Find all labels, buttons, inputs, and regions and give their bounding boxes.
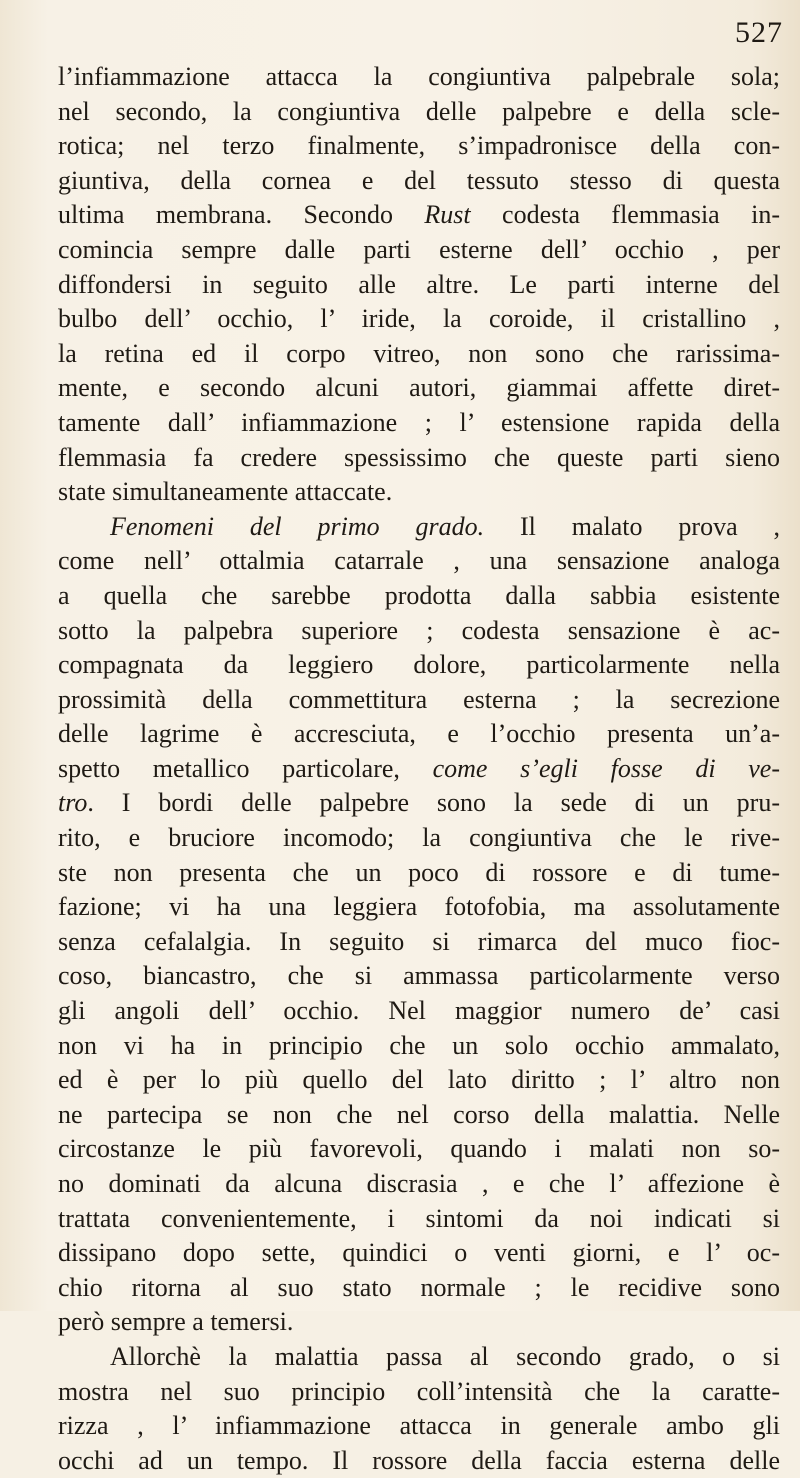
text-span: no dominati da alcuna discrasia , e che l’ affezione è — [58, 1169, 780, 1198]
text-span: però sempre a temersi. — [58, 1307, 294, 1337]
text-line — [58, 129, 780, 164]
text-line — [58, 890, 780, 925]
text-span: a quella che sarebbe prodotta dalla sabbia esistente — [58, 580, 780, 610]
text-span: rizza , l’ infiammazione attacca in generale ambo gli — [58, 1411, 780, 1441]
text-line — [58, 1063, 780, 1098]
text-line — [58, 1340, 780, 1375]
text-line — [58, 164, 780, 199]
text-span: come nell’ ottalmia catarrale , una sensazione analoga — [58, 546, 780, 576]
text-span: non vi ha in principio che un solo occhio ammalato, — [58, 1030, 780, 1060]
text-span: dissipano dopo sette, quindici o venti giorni, e l’ oc- — [58, 1238, 780, 1268]
text-span: compagnata da leggiero dolore, particolarmente nella — [58, 650, 780, 680]
text-span: flemmasia fa credere spessissimo che queste parti sieno — [58, 442, 780, 472]
text-line — [58, 268, 780, 303]
text-line — [58, 994, 780, 1029]
text-span: codesta flemmasia in- — [470, 200, 781, 230]
text-span: senza cefalalgia. In seguito si rimarca del muco fioc- — [58, 926, 780, 956]
text-line — [58, 1202, 780, 1237]
text-span: rotica; nel terzo finalmente, s’impadronisce della con- — [58, 131, 780, 161]
text-line — [58, 752, 780, 787]
text-span: state simultaneamente attaccate. — [58, 477, 393, 507]
text-line — [58, 959, 780, 994]
page-number: 527 — [735, 16, 783, 49]
text-span: tamente dall’ infiammazione ; l’ estensione rapida della — [58, 407, 780, 437]
text-span: ed è per lo più quello del lato diritto ; l’ altro non — [58, 1065, 780, 1095]
text-span: fazione; vi ha una leggiera fotofobia, ma assolutamente — [58, 892, 780, 922]
text-line — [58, 337, 780, 372]
text-span: occhi ad un tempo. Il rossore della faccia esterna delle — [58, 1445, 780, 1475]
text-line — [58, 1167, 780, 1202]
text-line — [58, 579, 780, 614]
text-line — [58, 60, 780, 95]
text-line — [58, 544, 780, 579]
text-span: sotto la palpebra superiore ; codesta sensazione è ac- — [58, 615, 780, 645]
text-span: delle lagrime è accresciuta, e l’occhio presenta un’a- — [58, 719, 780, 749]
italic-span: Fenomeni del primo grado. — [110, 511, 485, 541]
text-line — [58, 198, 780, 233]
text-span: bulbo dell’ occhio, l’ iride, la coroide, il cristallino , — [58, 304, 780, 334]
text-line — [58, 1029, 780, 1064]
text-line — [58, 233, 780, 268]
text-span: la retina ed il corpo vitreo, non sono che rarissima- — [58, 338, 780, 368]
text-span: trattata convenientemente, i sintomi da noi indicati si — [58, 1203, 780, 1233]
text-span: spetto metallico particolare, — [58, 753, 433, 783]
text-span: coso, biancastro, che si ammassa particolarmente verso — [58, 961, 780, 991]
text-span: Il malato prova , — [484, 511, 780, 541]
text-span: ne partecipa se non che nel corso della malattia. Nelle — [58, 1099, 780, 1129]
text-line — [58, 614, 780, 649]
italic-span: come s’egli fosse di ve- — [432, 753, 780, 783]
text-line — [58, 925, 780, 960]
text-line — [58, 95, 780, 130]
text-span: gli angoli dell’ occhio. Nel maggior numero de’ casi — [58, 996, 780, 1026]
text-span: comincia sempre dalle parti esterne dell’ occhio , per — [58, 234, 780, 264]
text-line — [58, 406, 780, 441]
text-line — [58, 1375, 780, 1410]
text-line — [58, 441, 780, 476]
text-line — [58, 302, 780, 337]
italic-span: tro — [58, 788, 88, 818]
text-line — [58, 371, 780, 406]
text-line — [58, 475, 780, 510]
text-span: circostanze le più favorevoli, quando i malati non so- — [58, 1134, 780, 1164]
text-span: diffondersi in seguito alle altre. Le parti interne del — [58, 269, 780, 299]
italic-span: Rust — [424, 200, 471, 230]
text-line — [58, 786, 780, 821]
text-line — [58, 1271, 780, 1306]
text-line — [58, 1132, 780, 1167]
text-span: prossimità della commettitura esterna ; la secrezione — [58, 684, 780, 714]
text-line — [58, 510, 780, 545]
text-span: ultima membrana. Secondo — [58, 200, 425, 230]
text-line — [58, 1236, 780, 1271]
text-span: giuntiva, della cornea e del tessuto stesso di questa — [58, 165, 780, 195]
text-span: ste non presenta che un poco di rossore e di tume- — [58, 857, 780, 887]
text-span: rito, e bruciore incomodo; la congiuntiva che le rive- — [58, 823, 780, 853]
text-span: Allorchè la malattia passa al secondo grado, o si — [110, 1341, 780, 1371]
text-line — [58, 821, 780, 856]
text-line — [58, 1409, 780, 1444]
text-line — [58, 856, 780, 891]
text-span: mostra nel suo principio coll’intensità che la caratte- — [58, 1376, 780, 1406]
body-text — [58, 60, 780, 1478]
text-line — [58, 648, 780, 683]
text-span: . I bordi delle palpebre sono la sede di un pru- — [87, 788, 780, 818]
text-line — [58, 1098, 780, 1133]
text-span: l’infiammazione attacca la congiuntiva palpebrale sola; — [58, 62, 780, 91]
text-line — [58, 1444, 780, 1478]
text-line — [58, 717, 780, 752]
text-span: nel secondo, la congiuntiva delle palpebre e della scle- — [58, 96, 780, 126]
text-span: mente, e secondo alcuni autori, giammai affette diret- — [58, 373, 780, 403]
text-span: chio ritorna al suo stato normale ; le recidive sono — [58, 1272, 780, 1302]
text-line — [58, 683, 780, 718]
